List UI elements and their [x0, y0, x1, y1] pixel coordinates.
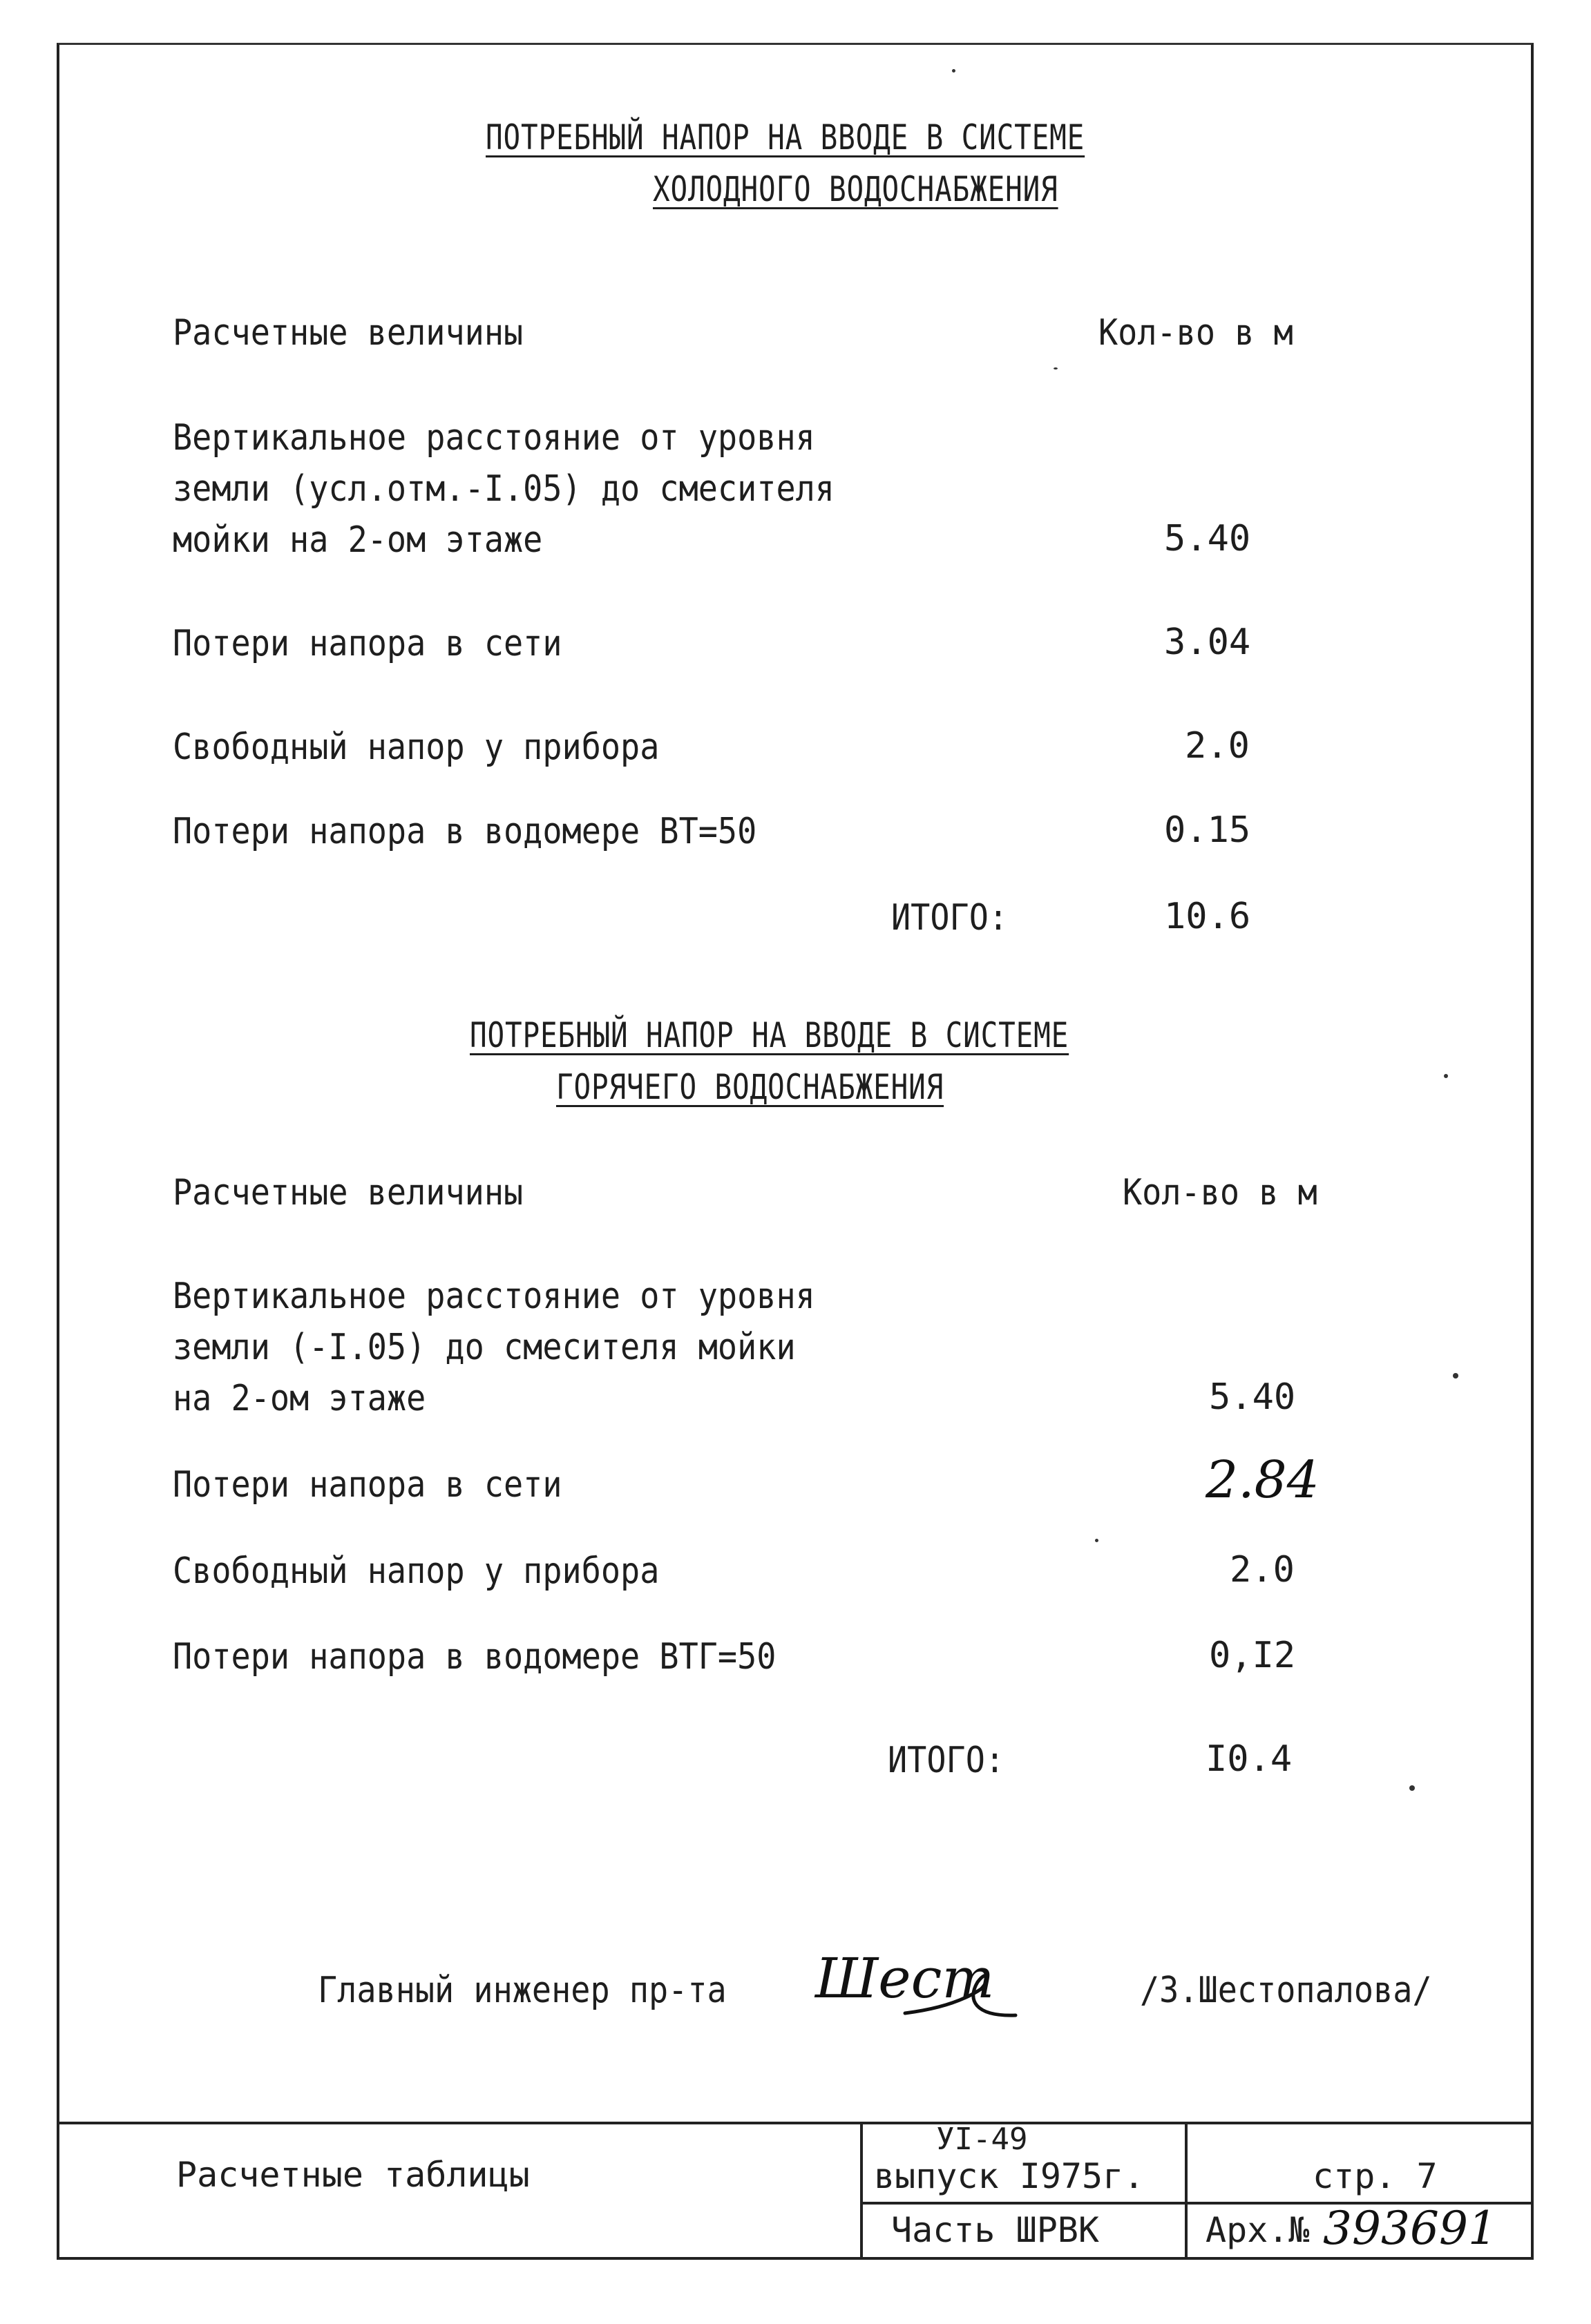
hot-row-3-value: 2.0: [1230, 1549, 1295, 1591]
footer-divider-1: [860, 2122, 863, 2260]
footer-divider-2: [1185, 2122, 1188, 2260]
cold-row-2-value: 3.04: [1164, 622, 1251, 663]
footer-page: стр. 7: [1313, 2156, 1438, 2196]
cold-row-1-label-line2: земли (усл.отм.-I.05) до смесителя: [173, 468, 835, 510]
hot-row-1-value: 5.40: [1209, 1376, 1296, 1418]
cold-row-2-label: Потери напора в сети: [173, 623, 562, 664]
cold-title-line2: ХОЛОДНОГО ВОДОСНАБЖЕНИЯ: [653, 169, 1058, 209]
cold-row-4-value: 0.15: [1164, 809, 1251, 851]
hot-row-1-label-line1: Вертикальное расстояние от уровня: [173, 1276, 815, 1317]
scan-speck: [1444, 1074, 1448, 1078]
handwritten-signature: Шест: [815, 1946, 995, 2010]
signature-role: Главный инженер пр-та: [318, 1970, 727, 2011]
cold-title-line1: ПОТРЕБНЫЙ НАПОР НА ВВОДЕ В СИСТЕМЕ: [486, 117, 1085, 157]
footer-issue: выпуск I975г.: [874, 2156, 1145, 2196]
signature-name: /З.Шестопалова/: [1140, 1970, 1432, 2011]
scan-speck: [1409, 1785, 1415, 1791]
hot-row-1-label-line3: на 2-ом этаже: [173, 1378, 426, 1419]
cold-row-4-label: Потери напора в водомере ВТ=50: [173, 811, 757, 852]
hot-title-line2: ГОРЯЧЕГО ВОДОСНАБЖЕНИЯ: [556, 1067, 944, 1107]
signature-stroke: [898, 1961, 1022, 2030]
page-frame: [57, 43, 1534, 2260]
hot-total-label: ИТОГО:: [888, 1740, 1005, 1781]
cold-total-label: ИТОГО:: [891, 897, 1009, 939]
scan-speck: [952, 69, 955, 73]
cold-row-3-value: 2.0: [1185, 725, 1250, 767]
hot-col-left-header: Расчетные величины: [173, 1172, 524, 1213]
hot-col-right-header: Кол-во в м: [1123, 1172, 1317, 1213]
scan-speck: [1095, 1539, 1098, 1542]
scan-speck: [1453, 1373, 1458, 1379]
hot-total-value: I0.4: [1206, 1738, 1293, 1780]
footer-doc-title: Расчетные таблицы: [176, 2155, 530, 2195]
footer-code: УI-49: [936, 2122, 1028, 2157]
hot-row-4-value: 0,I2: [1209, 1635, 1296, 1676]
hot-row-4-label: Потери напора в водомере ВТГ=50: [173, 1636, 777, 1678]
cold-row-1-label-line3: мойки на 2-ом этаже: [173, 519, 543, 561]
footer-top-border: [57, 2122, 1534, 2124]
cold-col-right-header: Кол-во в м: [1098, 312, 1293, 354]
cold-row-1-value: 5.40: [1164, 518, 1251, 559]
footer-part: Часть ШРВК: [891, 2210, 1100, 2250]
cold-row-3-label: Свободный напор у прибора: [173, 727, 660, 768]
cold-col-left-header: Расчетные величины: [173, 312, 524, 354]
scan-speck: [1054, 367, 1058, 369]
hot-row-1-label-line2: земли (-I.05) до смесителя мойки: [173, 1327, 796, 1368]
footer-archive-number: 393691: [1323, 2202, 1497, 2255]
hot-title-line1: ПОТРЕБНЫЙ НАПОР НА ВВОДЕ В СИСТЕМЕ: [470, 1015, 1069, 1055]
cold-total-value: 10.6: [1164, 896, 1251, 937]
hot-row-2-label: Потери напора в сети: [173, 1464, 562, 1506]
hot-row-2-value: 2.84: [1206, 1450, 1320, 1510]
footer-archive-label: Арх.№: [1206, 2210, 1310, 2250]
cold-row-1-label-line1: Вертикальное расстояние от уровня: [173, 417, 815, 459]
hot-row-3-label: Свободный напор у прибора: [173, 1550, 660, 1592]
